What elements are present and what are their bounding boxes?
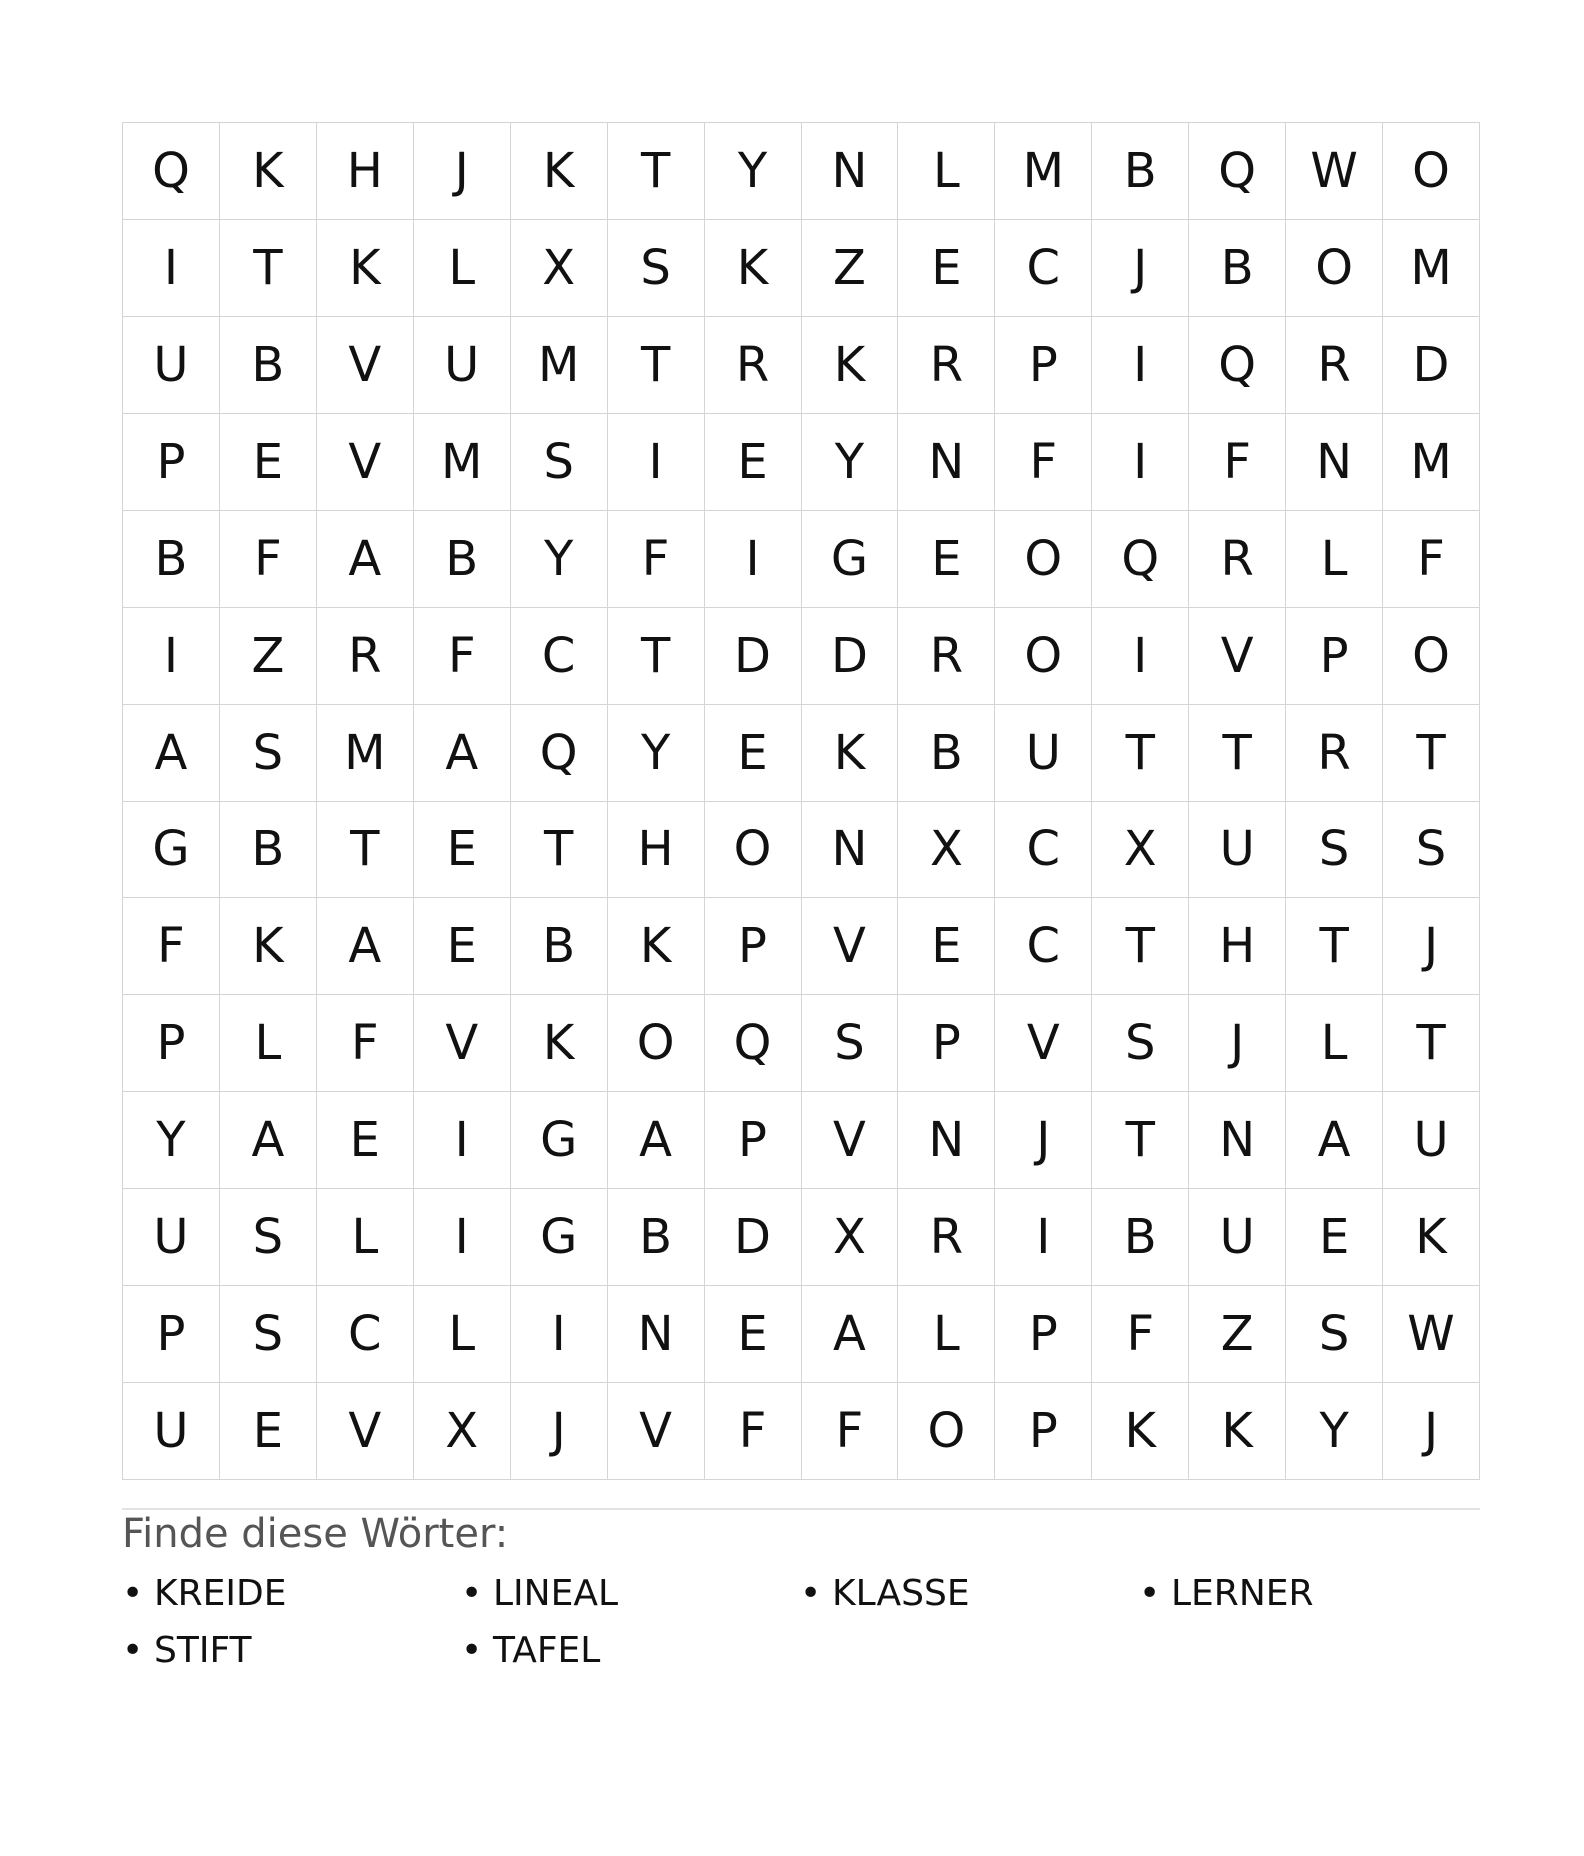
grid-cell[interactable]: K [511, 995, 608, 1092]
grid-cell[interactable]: X [511, 220, 608, 317]
grid-cell[interactable]: P [1286, 608, 1383, 705]
word-list [122, 1572, 1480, 1672]
grid-cell[interactable]: E [414, 802, 511, 899]
grid-cell[interactable]: B [220, 317, 317, 414]
grid-cell[interactable]: U [1189, 802, 1286, 899]
grid-cell[interactable]: T [608, 123, 705, 220]
grid-cell[interactable]: X [1092, 802, 1189, 899]
grid-cell[interactable]: T [1092, 705, 1189, 802]
grid-cell[interactable]: E [317, 1092, 414, 1189]
grid-cell[interactable]: F [1383, 511, 1480, 608]
grid-cell[interactable]: N [898, 414, 995, 511]
grid-cell[interactable]: J [995, 1092, 1092, 1189]
grid-cell[interactable]: S [220, 1189, 317, 1286]
grid-cell[interactable]: P [995, 1286, 1092, 1383]
grid-cell[interactable]: R [1286, 705, 1383, 802]
grid-cell[interactable]: N [1189, 1092, 1286, 1189]
grid-cell[interactable]: U [123, 317, 220, 414]
grid-cell[interactable]: V [414, 995, 511, 1092]
grid-cell[interactable]: B [414, 511, 511, 608]
grid-cell[interactable]: J [511, 1383, 608, 1480]
grid-cell[interactable]: C [511, 608, 608, 705]
grid-cell[interactable]: J [1189, 995, 1286, 1092]
grid-cell[interactable]: Y [123, 1092, 220, 1189]
grid-cell[interactable]: U [1383, 1092, 1480, 1189]
grid-cell[interactable]: K [317, 220, 414, 317]
grid-cell[interactable]: K [1092, 1383, 1189, 1480]
grid-cell[interactable]: F [1092, 1286, 1189, 1383]
grid-cell[interactable]: K [1189, 1383, 1286, 1480]
grid-cell[interactable]: V [317, 317, 414, 414]
grid-cell[interactable]: Y [1286, 1383, 1383, 1480]
grid-cell[interactable]: H [317, 123, 414, 220]
grid-cell[interactable]: J [1092, 220, 1189, 317]
grid-cell[interactable]: C [995, 220, 1092, 317]
grid-cell[interactable]: X [414, 1383, 511, 1480]
grid-cell[interactable]: F [220, 511, 317, 608]
grid-cell[interactable]: B [1189, 220, 1286, 317]
grid-cell[interactable]: E [220, 414, 317, 511]
grid-cell[interactable]: L [414, 220, 511, 317]
grid-cell[interactable]: P [898, 995, 995, 1092]
grid-cell[interactable]: M [414, 414, 511, 511]
grid-cell[interactable]: L [317, 1189, 414, 1286]
word-list-item [122, 1629, 461, 1672]
grid-cell[interactable]: F [608, 511, 705, 608]
grid-cell[interactable]: R [898, 1189, 995, 1286]
grid-cell[interactable]: S [608, 220, 705, 317]
grid-cell[interactable]: C [995, 802, 1092, 899]
word-list-item [122, 1572, 461, 1615]
grid-cell[interactable]: I [414, 1092, 511, 1189]
bullet-icon: • [800, 1573, 822, 1614]
grid-cell[interactable]: W [1286, 123, 1383, 220]
grid-cell[interactable]: A [414, 705, 511, 802]
grid-cell[interactable]: A [802, 1286, 899, 1383]
grid-cell[interactable]: V [802, 898, 899, 995]
grid-cell[interactable]: A [123, 705, 220, 802]
grid-cell[interactable]: P [705, 898, 802, 995]
grid-cell[interactable]: V [608, 1383, 705, 1480]
grid-cell[interactable]: A [608, 1092, 705, 1189]
grid-cell[interactable]: E [705, 705, 802, 802]
grid-cell[interactable]: S [220, 705, 317, 802]
grid-cell[interactable]: F [995, 414, 1092, 511]
grid-cell[interactable]: D [705, 608, 802, 705]
grid-cell[interactable]: C [317, 1286, 414, 1383]
grid-cell[interactable]: B [1092, 123, 1189, 220]
grid-cell[interactable]: R [898, 317, 995, 414]
word-label: LINEAL [493, 1573, 619, 1614]
grid-cell[interactable]: J [1383, 898, 1480, 995]
word-list-item [461, 1572, 800, 1615]
grid-cell[interactable]: L [1286, 995, 1383, 1092]
grid-cell[interactable]: D [705, 1189, 802, 1286]
grid-cell[interactable]: B [1092, 1189, 1189, 1286]
grid-cell[interactable]: Q [1189, 317, 1286, 414]
grid-cell[interactable]: N [608, 1286, 705, 1383]
grid-cell[interactable]: B [220, 802, 317, 899]
word-list-item [1139, 1572, 1478, 1615]
grid-cell[interactable]: G [511, 1092, 608, 1189]
grid-cell[interactable]: O [995, 511, 1092, 608]
grid-cell[interactable]: U [123, 1383, 220, 1480]
grid-cell[interactable]: M [1383, 220, 1480, 317]
grid-cell[interactable]: Q [1092, 511, 1189, 608]
grid-cell[interactable]: Z [220, 608, 317, 705]
grid-cell[interactable]: T [511, 802, 608, 899]
grid-cell[interactable]: F [705, 1383, 802, 1480]
bullet-icon: • [461, 1630, 483, 1671]
grid-cell[interactable]: P [705, 1092, 802, 1189]
grid-cell[interactable]: M [995, 123, 1092, 220]
grid-cell[interactable]: J [1383, 1383, 1480, 1480]
grid-cell[interactable]: M [511, 317, 608, 414]
grid-cell[interactable]: Q [705, 995, 802, 1092]
grid-cell[interactable]: T [1383, 705, 1480, 802]
grid-cell[interactable]: K [220, 123, 317, 220]
grid-cell[interactable]: L [220, 995, 317, 1092]
word-list-title: Finde diese Wörter: [122, 1511, 509, 1557]
grid-cell[interactable]: G [511, 1189, 608, 1286]
grid-cell[interactable]: L [1286, 511, 1383, 608]
grid-cell[interactable]: P [123, 995, 220, 1092]
grid-cell[interactable]: T [608, 608, 705, 705]
grid-cell[interactable]: S [1092, 995, 1189, 1092]
grid-cell[interactable]: E [414, 898, 511, 995]
grid-cell[interactable]: V [1189, 608, 1286, 705]
grid-cell[interactable]: I [1092, 608, 1189, 705]
grid-cell[interactable]: H [1189, 898, 1286, 995]
grid-cell[interactable]: I [123, 608, 220, 705]
grid-cell[interactable]: I [511, 1286, 608, 1383]
grid-cell[interactable]: U [414, 317, 511, 414]
grid-cell[interactable]: P [123, 414, 220, 511]
grid-cell[interactable]: T [1383, 995, 1480, 1092]
grid-cell[interactable]: G [802, 511, 899, 608]
grid-cell[interactable]: G [123, 802, 220, 899]
grid-cell[interactable]: D [802, 608, 899, 705]
grid-cell[interactable]: R [1189, 511, 1286, 608]
grid-cell[interactable]: U [1189, 1189, 1286, 1286]
grid-cell[interactable]: A [317, 898, 414, 995]
grid-cell[interactable]: N [898, 1092, 995, 1189]
word-label: LERNER [1171, 1573, 1314, 1614]
grid-cell[interactable]: M [1383, 414, 1480, 511]
grid-cell[interactable]: F [414, 608, 511, 705]
grid-cell[interactable]: V [317, 1383, 414, 1480]
grid-cell[interactable]: T [317, 802, 414, 899]
word-label: STIFT [154, 1630, 252, 1671]
grid-cell[interactable]: L [898, 123, 995, 220]
grid-cell[interactable]: U [995, 705, 1092, 802]
grid-cell[interactable]: I [705, 511, 802, 608]
grid-cell[interactable]: R [898, 608, 995, 705]
grid-cell[interactable]: Q [1189, 123, 1286, 220]
bullet-icon: • [122, 1573, 144, 1614]
grid-cell[interactable]: Y [705, 123, 802, 220]
grid-cell[interactable]: O [995, 608, 1092, 705]
grid-cell[interactable]: B [511, 898, 608, 995]
grid-cell[interactable]: K [220, 898, 317, 995]
grid-cell[interactable]: P [995, 317, 1092, 414]
word-list-item [461, 1629, 800, 1672]
grid-cell[interactable]: T [608, 317, 705, 414]
grid-cell[interactable]: Z [1189, 1286, 1286, 1383]
grid-cell[interactable]: N [802, 802, 899, 899]
grid-cell[interactable]: B [123, 511, 220, 608]
grid-cell[interactable]: K [608, 898, 705, 995]
grid-cell[interactable]: M [317, 705, 414, 802]
grid-cell[interactable]: R [705, 317, 802, 414]
grid-cell[interactable]: P [995, 1383, 1092, 1480]
grid-cell[interactable]: W [1383, 1286, 1480, 1383]
grid-cell[interactable]: E [898, 898, 995, 995]
grid-cell[interactable]: Z [802, 220, 899, 317]
grid-cell[interactable]: K [802, 317, 899, 414]
word-label: TAFEL [493, 1630, 601, 1671]
grid-cell[interactable]: J [414, 123, 511, 220]
grid-cell[interactable]: O [705, 802, 802, 899]
grid-cell[interactable]: E [898, 511, 995, 608]
grid-cell[interactable]: I [608, 414, 705, 511]
grid-cell[interactable]: X [802, 1189, 899, 1286]
grid-cell[interactable]: Y [608, 705, 705, 802]
word-label: KLASSE [832, 1573, 970, 1614]
grid-cell[interactable]: L [414, 1286, 511, 1383]
grid-cell[interactable]: T [1092, 1092, 1189, 1189]
grid-cell[interactable]: O [608, 995, 705, 1092]
grid-cell[interactable]: U [123, 1189, 220, 1286]
grid-cell[interactable]: B [608, 1189, 705, 1286]
grid-cell[interactable]: T [220, 220, 317, 317]
bullet-icon: • [122, 1630, 144, 1671]
grid-cell[interactable]: C [995, 898, 1092, 995]
grid-cell[interactable]: Q [123, 123, 220, 220]
grid-cell[interactable]: A [1286, 1092, 1383, 1189]
letter-grid [122, 122, 1480, 1480]
grid-cell[interactable]: E [705, 1286, 802, 1383]
grid-cell[interactable]: T [1189, 705, 1286, 802]
grid-cell[interactable]: A [317, 511, 414, 608]
grid-cell[interactable]: N [802, 123, 899, 220]
grid-cell[interactable]: N [1286, 414, 1383, 511]
grid-cell[interactable]: O [898, 1383, 995, 1480]
grid-cell[interactable]: Y [511, 511, 608, 608]
grid-cell[interactable]: F [123, 898, 220, 995]
grid-cell[interactable]: V [317, 414, 414, 511]
grid-cell[interactable]: K [802, 705, 899, 802]
grid-cell[interactable]: S [1383, 802, 1480, 899]
grid-cell[interactable]: O [1383, 123, 1480, 220]
grid-cell[interactable]: I [123, 220, 220, 317]
grid-cell[interactable]: O [1383, 608, 1480, 705]
grid-cell[interactable]: D [1383, 317, 1480, 414]
grid-cell[interactable]: K [511, 123, 608, 220]
grid-cell[interactable]: S [1286, 802, 1383, 899]
grid-cell[interactable]: V [802, 1092, 899, 1189]
grid-cell[interactable]: Y [802, 414, 899, 511]
grid-cell[interactable]: X [898, 802, 995, 899]
grid-cell[interactable]: S [220, 1286, 317, 1383]
grid-cell[interactable]: S [511, 414, 608, 511]
grid-cell[interactable]: F [802, 1383, 899, 1480]
grid-cell[interactable]: K [705, 220, 802, 317]
bullet-icon: • [1139, 1573, 1161, 1614]
grid-cell[interactable]: K [1383, 1189, 1480, 1286]
grid-cell[interactable]: R [1286, 317, 1383, 414]
grid-cell[interactable]: I [1092, 317, 1189, 414]
grid-cell[interactable]: E [220, 1383, 317, 1480]
grid-cell[interactable]: Q [511, 705, 608, 802]
grid-cell[interactable]: E [705, 414, 802, 511]
grid-cell[interactable]: T [1092, 898, 1189, 995]
grid-cell[interactable]: S [1286, 1286, 1383, 1383]
grid-cell[interactable]: T [1286, 898, 1383, 995]
grid-cell[interactable]: F [317, 995, 414, 1092]
grid-cell[interactable]: R [317, 608, 414, 705]
grid-cell[interactable]: I [414, 1189, 511, 1286]
grid-cell[interactable]: I [995, 1189, 1092, 1286]
grid-cell[interactable]: B [898, 705, 995, 802]
grid-cell[interactable]: E [898, 220, 995, 317]
grid-cell[interactable]: S [802, 995, 899, 1092]
grid-cell[interactable]: I [1092, 414, 1189, 511]
grid-cell[interactable]: H [608, 802, 705, 899]
grid-cell[interactable]: E [1286, 1189, 1383, 1286]
grid-cell[interactable]: F [1189, 414, 1286, 511]
grid-cell[interactable]: A [220, 1092, 317, 1189]
grid-cell[interactable]: O [1286, 220, 1383, 317]
word-label: KREIDE [154, 1573, 287, 1614]
word-list-item [800, 1572, 1139, 1615]
grid-cell[interactable]: V [995, 995, 1092, 1092]
grid-cell[interactable]: L [898, 1286, 995, 1383]
bullet-icon: • [461, 1573, 483, 1614]
grid-cell[interactable]: P [123, 1286, 220, 1383]
